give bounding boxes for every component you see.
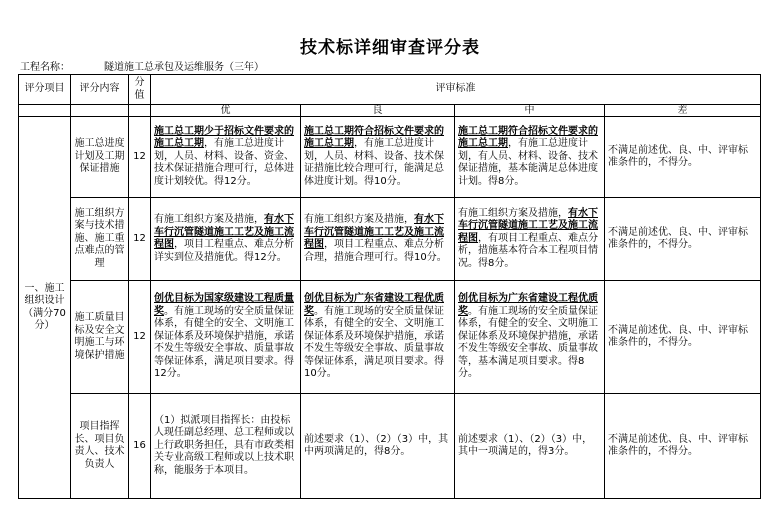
score-cell: 12 — [129, 198, 151, 281]
section-cell: 一、施工组织设计（满分70分） — [19, 117, 71, 499]
criteria-good: 有施工组织方案及措施，有水下车行沉管隧道施工工艺及施工流程图，项目工程重点、难点分析合理，措施合理可行。得10分。 — [301, 198, 455, 281]
criteria-medium: 施工总工期符合招标文件要求的施工总工期，有施工总进度计划，有人员、材料、设备、技术保证措施，基本能满足总体进度计划。得8分。 — [455, 117, 605, 198]
score-cell: 12 — [129, 281, 151, 394]
level-row — [19, 105, 761, 117]
project-label: 工程名称： — [20, 62, 70, 73]
criteria-poor: 不满足前述优、良、中、评审标准条件的，不得分。 — [605, 394, 761, 499]
header-score: 分值 — [129, 75, 151, 105]
project-name: 隧道施工总承包及运维服务（三年） — [104, 62, 264, 73]
table-row — [19, 198, 761, 281]
criteria-medium: 前述要求（1）、（2）（3）中，其中一项满足的，得3分。 — [455, 394, 605, 499]
scoring-table — [18, 74, 761, 499]
level-medium: 中 — [455, 105, 605, 117]
criteria-poor: 不满足前述优、良、中、评审标准条件的，不得分。 — [605, 117, 761, 198]
content-cell: 施工组织方案与技术措施、施工重点难点的管理 — [71, 198, 129, 281]
header-row — [19, 75, 761, 105]
table-row — [19, 281, 761, 394]
project-line — [20, 58, 264, 73]
header-content: 评分内容 — [71, 75, 129, 105]
header-item: 评分项目 — [19, 75, 71, 105]
criteria-good: 施工总工期符合招标文件要求的施工总工期，有施工总进度计划，人员、材料、设备、技术保证措施比较合理可行，能满足总体进度计划。得10分。 — [301, 117, 455, 198]
level-good: 良 — [301, 105, 455, 117]
criteria-medium: 创优目标为广东省建设工程优质奖。有施工现场的安全质量保证体系，有健全的安全、文明施工保证体系及环境保护措施，承诺不发生等级安全事故、质量事故等，基本满足项目要求。得8分。 — [455, 281, 605, 394]
header-criteria: 评审标准 — [151, 75, 761, 105]
content-cell: 施工总进度计划及工期保证措施 — [71, 117, 129, 198]
content-cell: 施工质量目标及安全文明施工与环境保护措施 — [71, 281, 129, 394]
table-row — [19, 117, 761, 198]
score-cell: 12 — [129, 117, 151, 198]
criteria-poor: 不满足前述优、良、中、评审标准条件的，不得分。 — [605, 198, 761, 281]
content-cell: 项目指挥长、项目负责人、技术负责人 — [71, 394, 129, 499]
criteria-excellent: 有施工组织方案及措施，有水下车行沉管隧道施工工艺及施工流程图，项目工程重点、难点分析详实到位及措施优。得12分。 — [151, 198, 301, 281]
criteria-medium: 有施工组织方案及措施，有水下车行沉管隧道施工工艺及施工流程图，有项目工程重点、难点分析，措施基本符合本工程项目情况。得8分。 — [455, 198, 605, 281]
criteria-good: 前述要求（1）、（2）（3）中，其中两项满足的，得8分。 — [301, 394, 455, 499]
page-title: 技术标详细审查评分表 — [300, 38, 480, 58]
criteria-excellent: 施工总工期少于招标文件要求的施工总工期，有施工总进度计划，人员、材料、设备、资金、技术保证措施合理可行，总体进度计划较优。得12分。 — [151, 117, 301, 198]
level-poor: 差 — [605, 105, 761, 117]
table-row — [19, 394, 761, 499]
score-cell: 16 — [129, 394, 151, 499]
criteria-excellent: 创优目标为国家级建设工程质量奖。有施工现场的安全质量保证体系，有健全的安全、文明施工保证体系及环境保护措施，承诺不发生等级安全事故、质量事故等保证体系，满足项目要求。得12分。 — [151, 281, 301, 394]
criteria-poor: 不满足前述优、良、中、评审标准条件的，不得分。 — [605, 281, 761, 394]
criteria-good: 创优目标为广东省建设工程优质奖。有施工现场的安全质量保证体系，有健全的安全、文明施工保证体系及环境保护措施，承诺不发生等级安全事故、质量事故等保证体系，满足项目要求。得10分。 — [301, 281, 455, 394]
level-excellent: 优 — [151, 105, 301, 117]
criteria-excellent: （1）拟派项目指挥长：由投标人现任副总经理、总工程师或以上行政职务担任，具有市政类相关专业高级工程师或以上技术职称，能服务于本项目。 — [151, 394, 301, 499]
